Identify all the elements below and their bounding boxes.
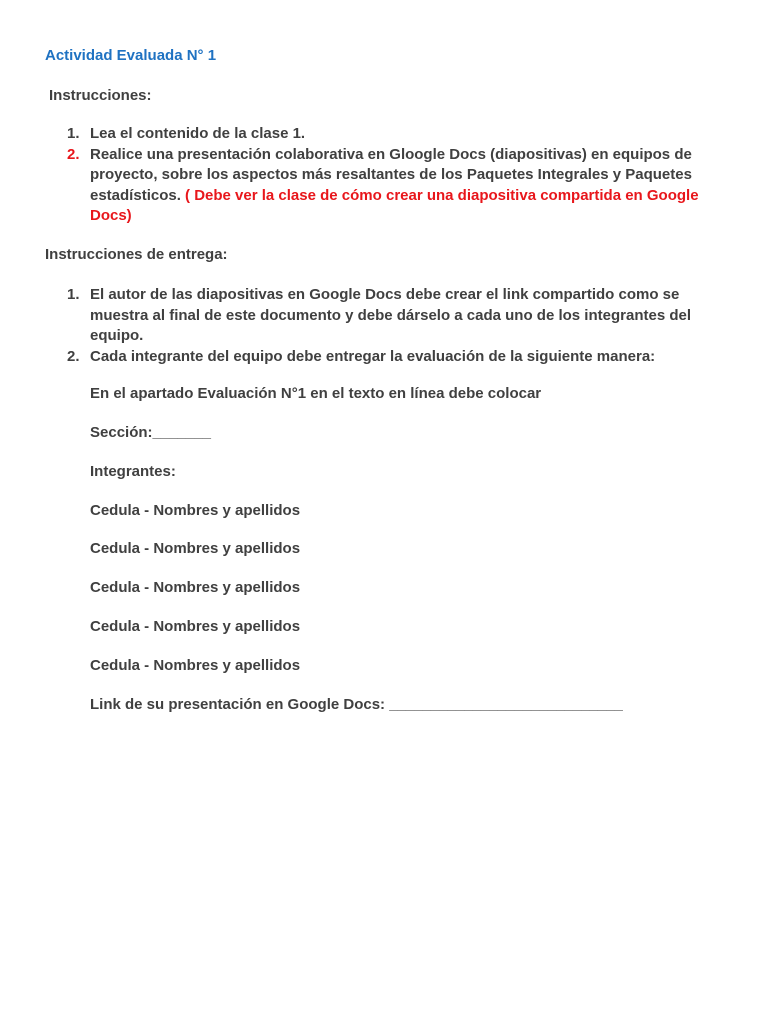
list-item-number: 1. (67, 125, 80, 142)
list-item-number: 2. (67, 348, 80, 365)
list-item-text (90, 145, 700, 227)
list-item-text: Cada integrante del equipo debe entregar la evaluación de la siguiente manera: (90, 348, 656, 365)
list-item-text: Lea el contenido de la clase 1. (90, 125, 306, 142)
highlight-note: ( Debe ver la clase de cómo crear una diapositiva compartida en Google Docs) (90, 186, 699, 224)
list-item-main-text: Realice una presentación colaborativa en Gloogle Docs (diapositivas) en equipos de proyecto, sobre los aspectos más resaltantes de los Paquetes Integrales y Paquetes estadísticos. (90, 145, 692, 204)
member-line: Cedula - Nombres y apellidos (90, 579, 301, 596)
list-item (0, 347, 768, 368)
member-line: Cedula - Nombres y apellidos (90, 657, 301, 674)
intro-line: En el apartado Evaluación N°1 en el texto en línea debe colocar (90, 385, 542, 402)
list-item-text: El autor de las diapositivas en Google Docs debe crear el link compartido como se muestra al final de este documento y debe dárselo a cada uno de los integrantes del equipo. (90, 286, 692, 344)
list-item (0, 124, 768, 145)
delivery-list (0, 285, 768, 368)
list-item-number: 2. (67, 145, 80, 163)
link-field: Link de su presentación en Google Docs: ____________________________ (90, 696, 623, 713)
member-line: Cedula - Nombres y apellidos (90, 502, 301, 519)
delivery-heading: Instrucciones de entrega: (45, 246, 228, 263)
member-line: Cedula - Nombres y apellidos (90, 540, 301, 557)
document-title: Actividad Evaluada N° 1 (45, 47, 217, 64)
member-line: Cedula - Nombres y apellidos (90, 618, 301, 635)
instructions-list (0, 124, 768, 227)
section-field: Sección:_______ (90, 424, 211, 441)
members-label: Integrantes: (90, 463, 176, 480)
list-item (0, 145, 768, 227)
list-item (0, 285, 768, 347)
list-item-number: 1. (67, 286, 80, 303)
instructions-heading: Instrucciones: (49, 87, 152, 104)
